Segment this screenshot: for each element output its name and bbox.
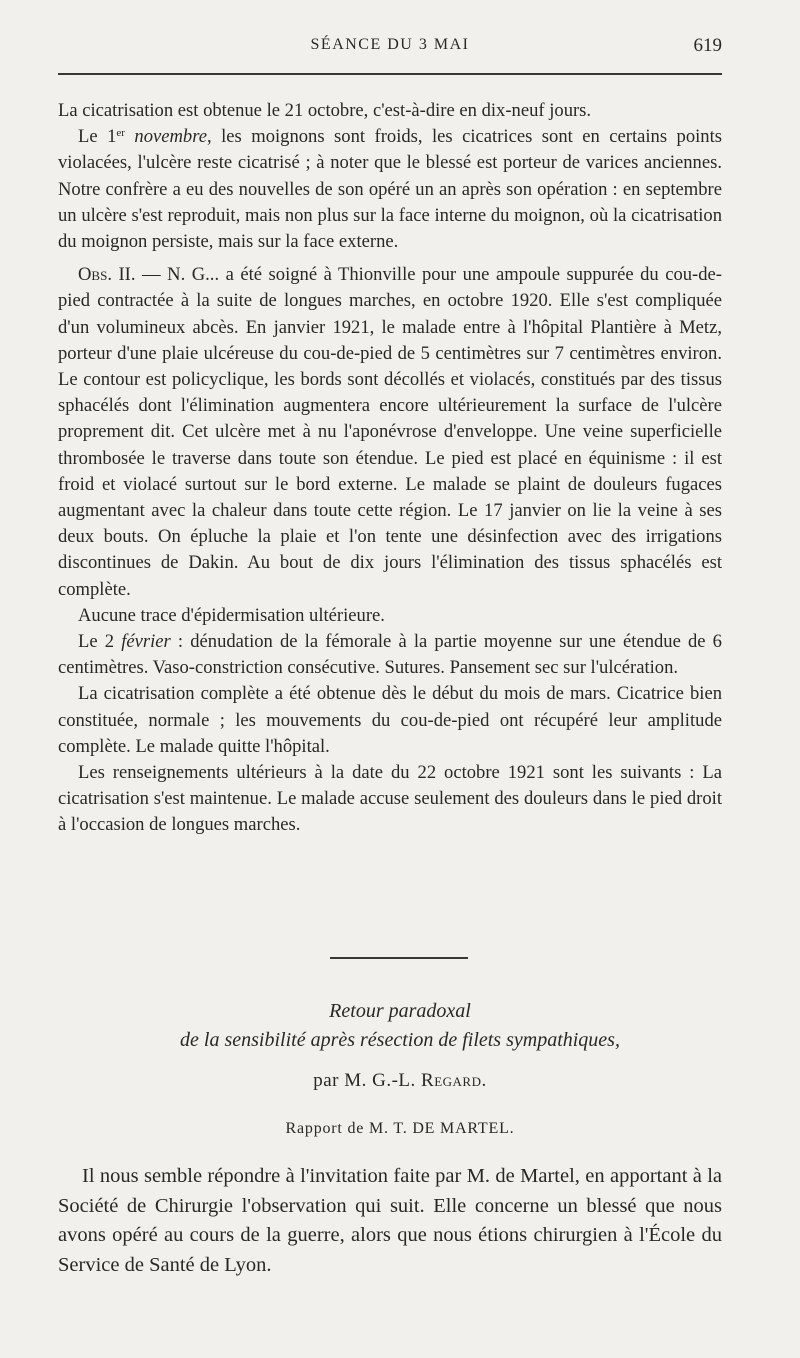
- article-title-line-2: de la sensibilité après résection de filets sympathiques,: [180, 1029, 620, 1051]
- obs1-p2-rest: , les moignons sont froids, les cicatrices sont en certains points violacées, l'ulcère reste cicatrisé ; à noter que le blessé est porteur de varices anciennes. Notre confrère a eu des nouvelles de son opéré un an après son opération : en septembre un ulcère s'est reproduit, mais non plus sur la face interne du moignon, où la cicatrisation du moignon persiste, mais sur la face externe.: [58, 126, 722, 253]
- obs2-paragraph-3: [58, 629, 722, 681]
- report-suffix: .: [509, 1120, 515, 1137]
- running-title: SÉANCE DU 3 MAI: [310, 36, 470, 53]
- observation-text: [58, 98, 722, 839]
- report-name: DE MARTEL: [412, 1120, 510, 1137]
- article-intro: [58, 1162, 722, 1280]
- obs2-p3-start: Le 2: [78, 631, 122, 653]
- article-title: [58, 997, 742, 1055]
- obs2-paragraph-4: La cicatrisation complète a été obtenue dès le début du mois de mars. Cicatrice bien constituée, normale ; les mouvements du cou-de-pied ont récupéré leur amplitude complète. Le malade quitte l'hôpital.: [58, 683, 722, 757]
- running-head: [58, 36, 722, 58]
- report-line: [58, 1120, 742, 1138]
- obs1-p2-superscript: er: [116, 127, 125, 140]
- obs2-paragraph-5: Les renseignements ultérieurs à la date du 22 octobre 1921 sont les suivants : La cicatrisation s'est maintenue. Le malade accuse seulement des douleurs dans le pied droit à l'occasion de longues marches.: [58, 762, 722, 836]
- section-divider: [330, 957, 468, 959]
- report-prefix: Rapport de M. T.: [285, 1120, 413, 1137]
- obs1-paragraph-2: [58, 124, 722, 255]
- intro-paragraph: Il nous semble répondre à l'invitation faite par M. de Martel, en apportant à la Société de Chirurgie l'observation qui suit. Elle concerne un blessé que nous avons opéré au cours de la guerre, alors que nous étions chirurgien à l'École du Service de Santé de Lyon.: [58, 1165, 722, 1276]
- obs1-p2-italic: novembre: [134, 126, 208, 148]
- obs1-p2-start: Le 1: [78, 126, 117, 148]
- author-name: Regard: [421, 1070, 482, 1091]
- obs2-label: Obs. II.: [78, 264, 136, 286]
- header-rule: [58, 73, 722, 75]
- obs2-paragraph-2: Aucune trace d'épidermisation ultérieure.: [78, 604, 385, 626]
- author-suffix: .: [481, 1070, 487, 1091]
- author-line: [58, 1070, 742, 1092]
- obs2-p3-italic: février: [121, 631, 171, 653]
- obs2-p3-rest: : dénudation de la fémorale à la partie moyenne sur une étendue de 6 centimètres. Vaso-constriction consécutive. Sutures. Pansement sec sur l'ulcération.: [58, 631, 722, 679]
- obs2-p1-rest: — N. G... a été soigné à Thionville pour une ampoule suppurée du cou-de-pied contractée à la suite de longues marches, en octobre 1920. Elle s'est compliquée d'un volumineux abcès. En janvier 1921, le malade entre à l'hôpital Plantière à Metz, porteur d'une plaie ulcéreuse du cou-de-pied de 5 centimètres sur 7 centimètres environ. Le contour est policyclique, les bords sont décollés et violacés, constitués par des tissus sphacélés dont l'élimination augmentera encore ultérieurement la surface de l'ulcère proprement dit. Cet ulcère met à nu l'aponévrose d'enveloppe. Une veine superficielle thrombosée le traverse dans toute son étendue. Le pied est placé en équinisme : il est froid et violacé surtout sur le bord externe. Le malade se plaint de douleurs fugaces augmentant avec la chaleur dans toute cette région. Le 17 janvier on lie la veine à ses deux bouts. On épluche la plaie et l'on tente une désinfection avec des irrigations discontinues de Dakin. Au bout de dix jours l'élimination des tissus sphacélés est complète.: [58, 264, 722, 600]
- obs1-paragraph-1: La cicatrisation est obtenue le 21 octobre, c'est-à-dire en dix-neuf jours.: [58, 100, 592, 121]
- obs2-paragraph-1: [58, 262, 722, 603]
- article-title-line-1: Retour paradoxal: [329, 1000, 471, 1022]
- author-prefix: par M. G.-L.: [313, 1070, 422, 1091]
- page-number: 619: [693, 35, 722, 56]
